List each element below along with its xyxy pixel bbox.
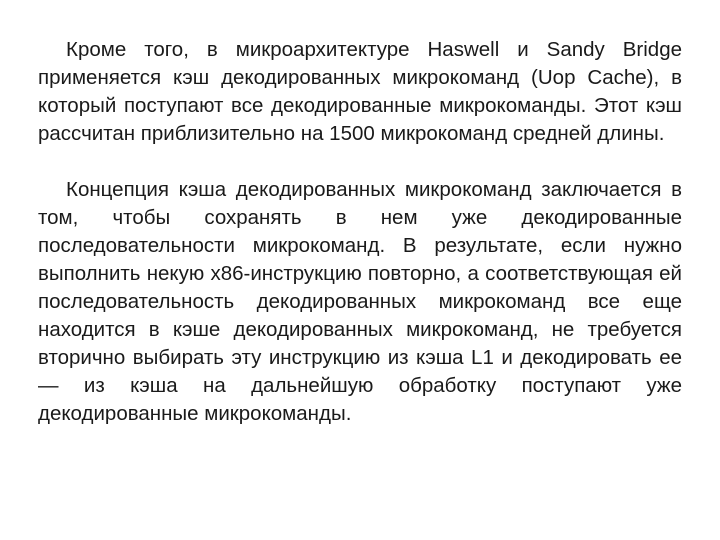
paragraph-cache-concept: Концепция кэша декодированных микрокоманд заключается в том, чтобы сохранять в нем уже декодированные последовательности микрокоманд. В результате, если нужно выполнить некую x86-инструкцию повторно, а соответствующая ей последовательность декодированных микрокоманд все еще находится в кэше декодированных микрокоманд, не требуется вторично выбирать эту инструкцию из кэша L1 и декодировать ее — из кэша на дальнейшую обработку поступают уже декодированные микрокоманды. xyxy=(38,178,682,425)
text-block xyxy=(38,36,682,428)
paragraph-uop-cache: Кроме того, в микроархитектуре Haswell и Sandy Bridge применяется кэш декодированных микрокоманд (Uop Cache), в который поступают все декодированные микрокоманды. Этот кэш рассчитан приблизительно на 1500 микрокоманд средней длины. xyxy=(38,38,682,145)
